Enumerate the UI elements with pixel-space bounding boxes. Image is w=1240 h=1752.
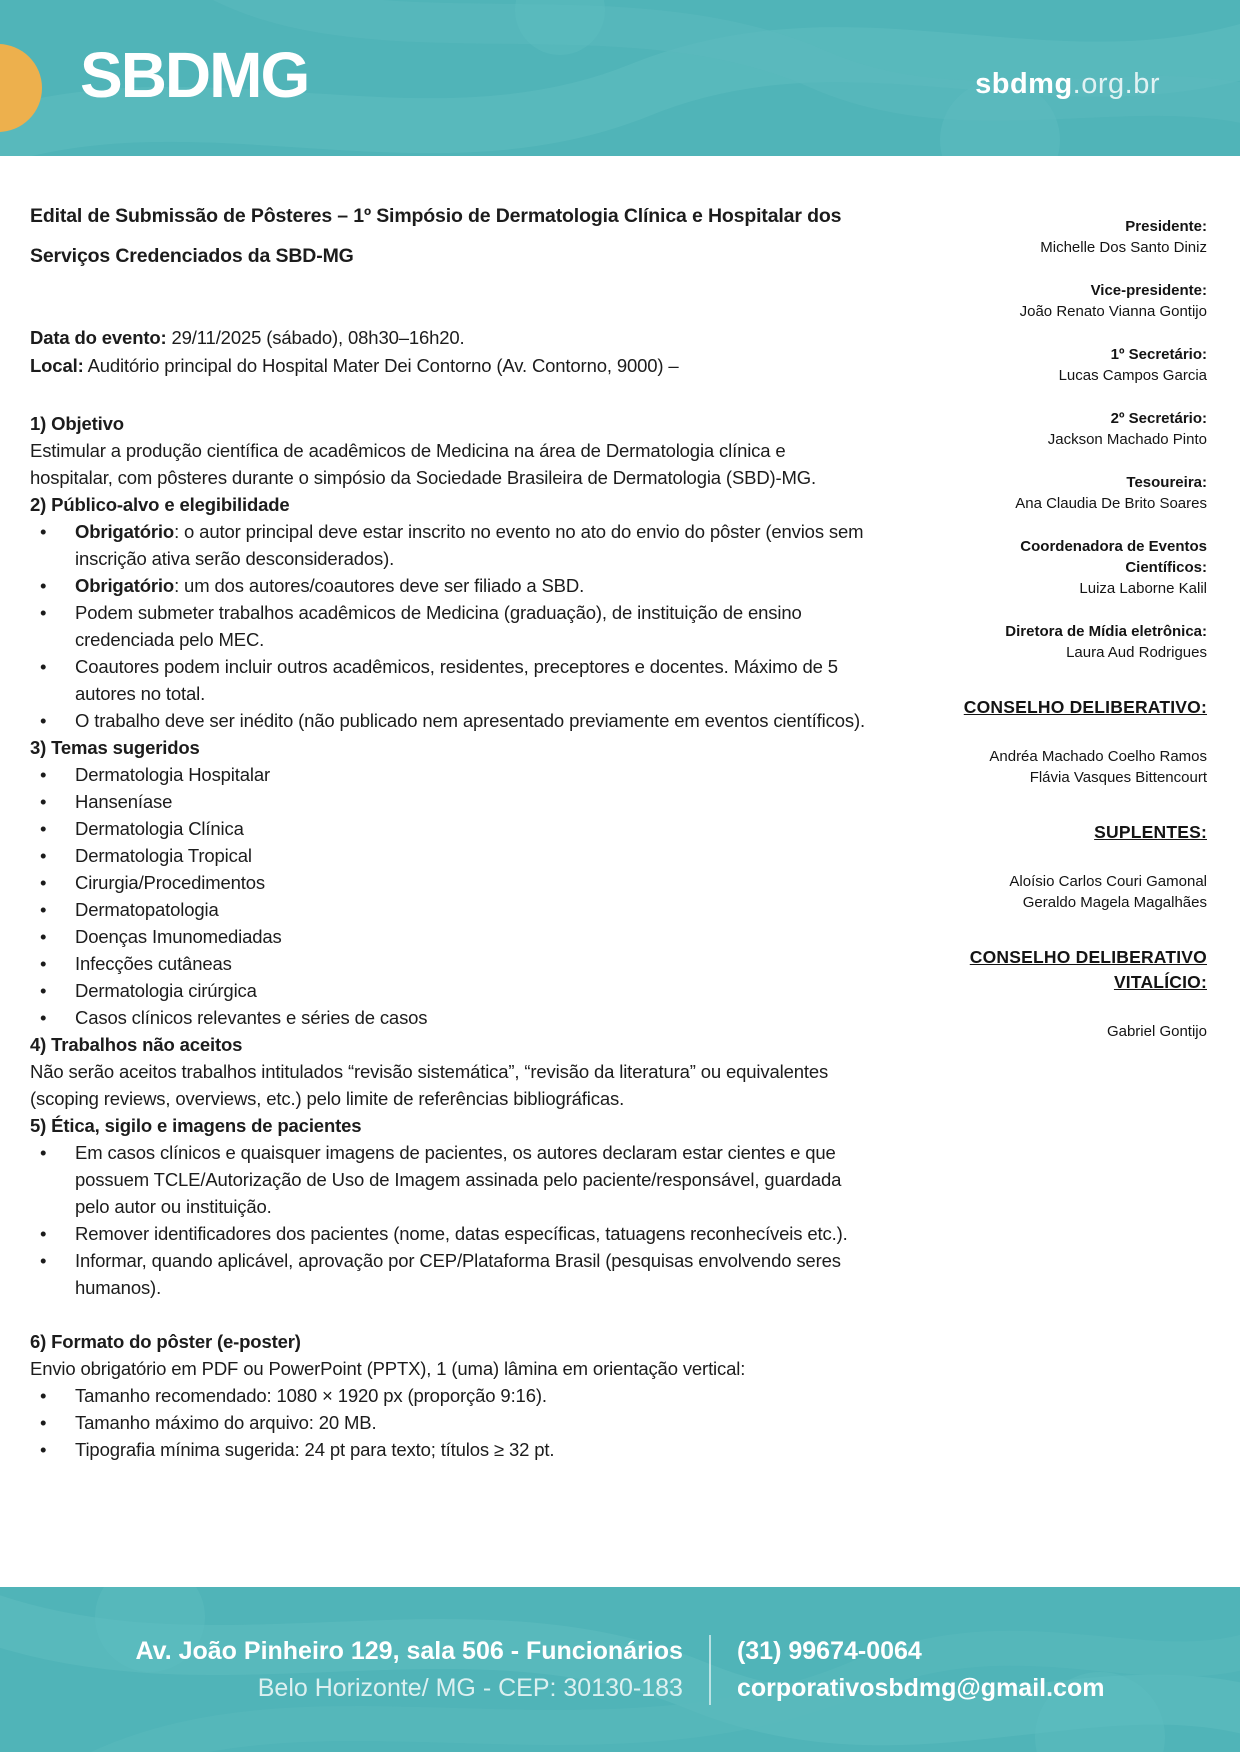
website-url-tld: .org.br bbox=[1072, 68, 1160, 100]
list-item: • Dermatologia Hospitalar bbox=[30, 761, 868, 788]
footer-contact-block bbox=[737, 1633, 1105, 1707]
section-1-body: Estimular a produção científica de acadêmicos de Medicina na área de Dermatologia clínica e hospitalar, com pôsteres durante o simpósio da Sociedade Brasileira de Dermatologia (SBD)-MG. bbox=[30, 440, 817, 488]
footer-address-block bbox=[136, 1633, 683, 1707]
officer-role: Vice-presidente: bbox=[1090, 282, 1207, 299]
list-item: • Dermatologia cirúrgica bbox=[30, 977, 868, 1004]
footer-address-line2: Belo Horizonte/ MG - CEP: 30130-183 bbox=[257, 1673, 683, 1702]
section-3-heading: 3) Temas sugeridos bbox=[30, 737, 200, 758]
footer-banner bbox=[0, 1587, 1240, 1752]
officer-name: João Renato Vianna Gontijo bbox=[1019, 303, 1207, 320]
event-date-line bbox=[30, 324, 868, 352]
council-title: SUPLENTES: bbox=[1094, 822, 1207, 842]
list-item: • Em casos clínicos e quaisquer imagens de pacientes, os autores declaram estar cientes e que possuem TCLE/Autorização de Uso de Imagem assinada pelo paciente/responsável, guardada pelo autor ou instituição. bbox=[30, 1139, 868, 1220]
event-date-label: Data do evento: bbox=[30, 327, 167, 348]
officer-name: Ana Claudia De Brito Soares bbox=[1015, 495, 1207, 512]
council-member-name: Flávia Vasques Bittencourt bbox=[1029, 769, 1207, 786]
list-item bbox=[30, 518, 868, 572]
bullet-text: Podem submeter trabalhos acadêmicos de Medicina (graduação), de instituição de ensino credenciada pelo MEC. bbox=[75, 602, 802, 650]
council-member-name: Geraldo Magela Magalhães bbox=[1022, 894, 1207, 911]
council-members bbox=[947, 871, 1207, 913]
list-item: • Informar, quando aplicável, aprovação por CEP/Plataforma Brasil (pesquisas envolvendo seres humanos). bbox=[30, 1247, 868, 1301]
list-item: • Cirurgia/Procedimentos bbox=[30, 869, 868, 896]
document-body-column bbox=[30, 196, 868, 1587]
list-item: • Tipografia mínima sugerida: 24 pt para texto; títulos ≥ 32 pt. bbox=[30, 1436, 868, 1463]
list-item: • Tamanho recomendado: 1080 × 1920 px (proporção 9:16). bbox=[30, 1382, 868, 1409]
list-item: • Dermatologia Clínica bbox=[30, 815, 868, 842]
officer-name: Jackson Machado Pinto bbox=[1047, 431, 1207, 448]
footer-email: corporativosbdmg@gmail.com bbox=[736, 1673, 1105, 1702]
list-item: • Dermatologia Tropical bbox=[30, 842, 868, 869]
list-item bbox=[30, 599, 868, 653]
list-item bbox=[30, 653, 868, 707]
event-date-value: 29/11/2025 (sábado), 08h30–16h20. bbox=[166, 327, 465, 348]
event-location-line bbox=[30, 352, 868, 380]
website-url bbox=[975, 68, 1160, 101]
officer-role: 1º Secretário: bbox=[1110, 346, 1207, 363]
section-1-heading: 1) Objetivo bbox=[30, 413, 124, 434]
officer-role: Presidente: bbox=[1125, 218, 1207, 235]
officer-role: Tesoureira: bbox=[1126, 474, 1207, 491]
bullet-text: : o autor principal deve estar inscrito no evento no ato do envio do pôster (envios sem inscrição ativa serão desconsiderados). bbox=[75, 521, 864, 569]
list-item: • Doenças Imunomediadas bbox=[30, 923, 868, 950]
officer-entry-diretora-midia bbox=[947, 621, 1207, 663]
document-title: Edital de Submissão de Pôsteres – 1º Simpósio de Dermatologia Clínica e Hospitalar dos Serviços Credenciados da SBD-MG bbox=[30, 205, 842, 267]
section-5-bullet-list bbox=[30, 1139, 868, 1301]
officer-role: 2º Secretário: bbox=[1110, 410, 1207, 427]
officer-name: Luiza Laborne Kalil bbox=[1079, 580, 1207, 597]
list-item: • Hanseníase bbox=[30, 788, 868, 815]
bullet-text: : um dos autores/coautores deve ser filiado a SBD. bbox=[174, 575, 585, 596]
section-6-heading: 6) Formato do pôster (e-poster) bbox=[30, 1331, 301, 1352]
event-location-value: Auditório principal do Hospital Mater Dei Contorno (Av. Contorno, 9000) – bbox=[83, 355, 679, 376]
officer-name: Lucas Campos Garcia bbox=[1058, 367, 1207, 384]
section-6-bullet-list bbox=[30, 1382, 868, 1463]
officer-name: Laura Aud Rodrigues bbox=[1066, 644, 1207, 661]
bullet-bold-lead: Obrigatório bbox=[75, 521, 175, 542]
list-item: • Dermatopatologia bbox=[30, 896, 868, 923]
officer-entry-vice-presidente bbox=[947, 280, 1207, 322]
event-location-label: Local: bbox=[30, 355, 84, 376]
council-members bbox=[947, 746, 1207, 788]
footer-phone: (31) 99674-0064 bbox=[736, 1636, 922, 1665]
officer-entry-2-secretario bbox=[947, 408, 1207, 450]
council-member-name: Aloísio Carlos Couri Gamonal bbox=[1009, 873, 1207, 890]
content-area bbox=[0, 156, 1240, 1587]
officer-role: Coordenadora de Eventos Científicos: bbox=[1020, 538, 1207, 576]
footer-vertical-divider bbox=[709, 1635, 711, 1705]
officer-name: Michelle Dos Santo Diniz bbox=[1040, 239, 1207, 256]
council-conselho-deliberativo bbox=[947, 695, 1207, 788]
header-banner bbox=[0, 0, 1240, 156]
council-members bbox=[947, 1021, 1207, 1042]
footer-address-line1: Av. João Pinheiro 129, sala 506 - Funcionários bbox=[135, 1636, 683, 1665]
list-item bbox=[30, 707, 868, 734]
officer-entry-1-secretario bbox=[947, 344, 1207, 386]
section-6-body: Envio obrigatório em PDF ou PowerPoint (PPTX), 1 (uma) lâmina em orientação vertical: bbox=[30, 1358, 746, 1379]
section-4-body: Não serão aceitos trabalhos intitulados “revisão sistemática”, “revisão da literatura” ou equivalentes (scoping reviews, overviews, etc.) pelo limite de referências bibliográficas. bbox=[30, 1061, 829, 1109]
list-item: • Tamanho máximo do arquivo: 20 MB. bbox=[30, 1409, 868, 1436]
council-title: CONSELHO DELIBERATIVO VITALÍCIO: bbox=[969, 947, 1207, 992]
bullet-bold-lead: Obrigatório bbox=[75, 575, 175, 596]
council-member-name: Gabriel Gontijo bbox=[1106, 1023, 1207, 1040]
event-meta bbox=[30, 324, 868, 380]
section-2-bullet-list bbox=[30, 518, 868, 734]
website-url-domain: sbdmg bbox=[975, 68, 1073, 100]
board-sidebar bbox=[947, 196, 1207, 1587]
council-member-name: Andréa Machado Coelho Ramos bbox=[989, 748, 1207, 765]
section-5-heading: 5) Ética, sigilo e imagens de pacientes bbox=[30, 1115, 362, 1136]
list-item: • Infecções cutâneas bbox=[30, 950, 868, 977]
council-conselho-deliberativo-vitalicio bbox=[947, 945, 1207, 1042]
sbdmg-logo: SBDMG bbox=[80, 39, 309, 111]
council-suplentes bbox=[947, 820, 1207, 913]
section-3-bullet-list bbox=[30, 761, 868, 1031]
section-4-heading: 4) Trabalhos não aceitos bbox=[30, 1034, 243, 1055]
bullet-text: O trabalho deve ser inédito (não publicado nem apresentado previamente em eventos científicos). bbox=[75, 710, 865, 731]
list-item: • Remover identificadores dos pacientes (nome, datas específicas, tatuagens reconhecíveis etc.). bbox=[30, 1220, 868, 1247]
officer-entry-presidente bbox=[947, 216, 1207, 258]
officer-entry-coordenadora-eventos bbox=[947, 536, 1207, 599]
officer-entry-tesoureira bbox=[947, 472, 1207, 514]
bullet-text: Coautores podem incluir outros acadêmicos, residentes, preceptores e docentes. Máximo de 5 autores no total. bbox=[75, 656, 838, 704]
section-2-heading: 2) Público-alvo e elegibilidade bbox=[30, 494, 290, 515]
list-item bbox=[30, 572, 868, 599]
list-item: • Casos clínicos relevantes e séries de casos bbox=[30, 1004, 868, 1031]
officer-role: Diretora de Mídia eletrônica: bbox=[1005, 623, 1207, 640]
council-title: CONSELHO DELIBERATIVO: bbox=[963, 697, 1207, 717]
